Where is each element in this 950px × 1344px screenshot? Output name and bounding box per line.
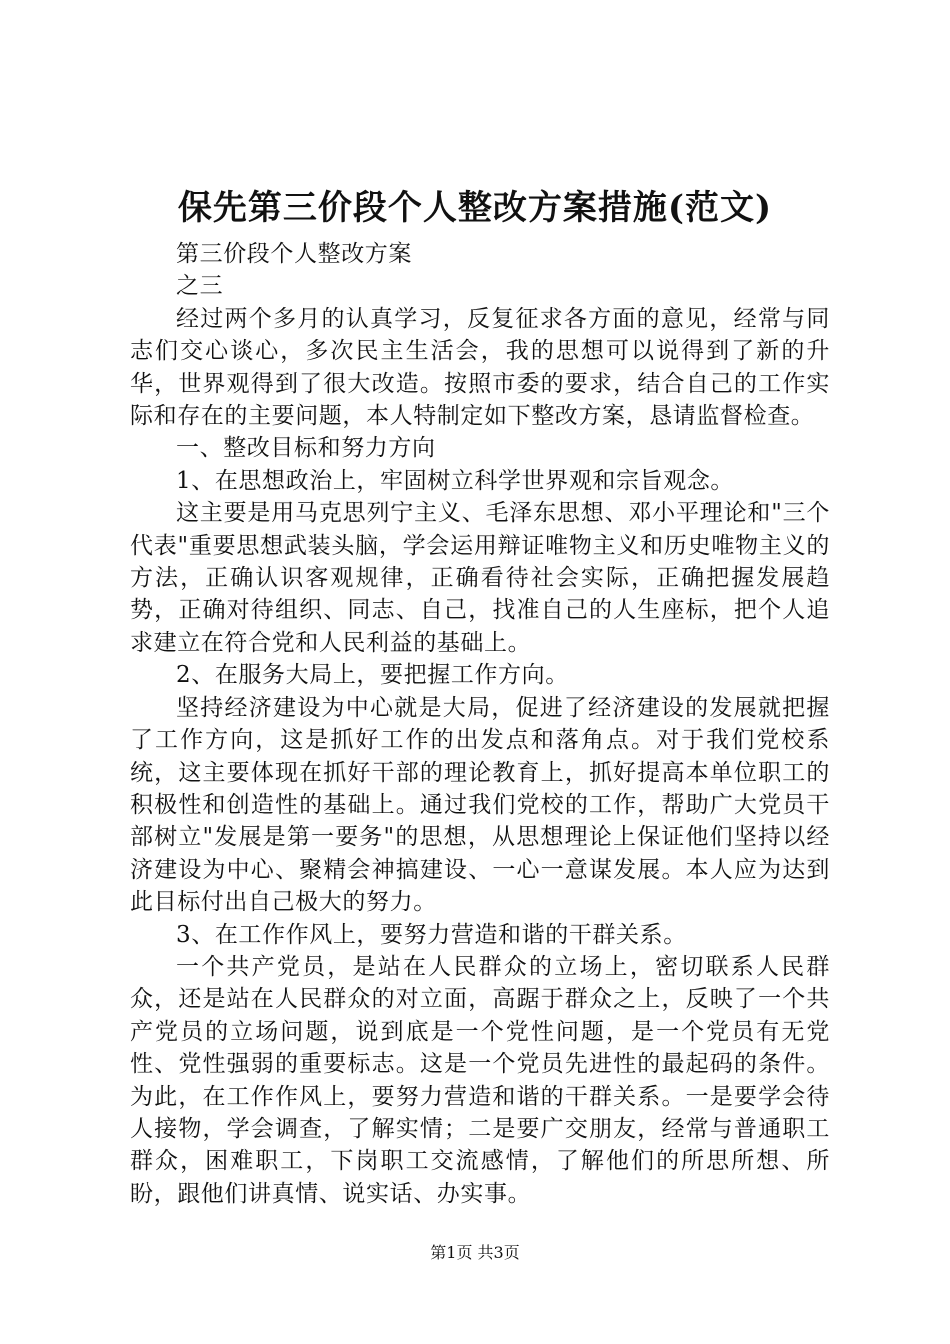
body-paragraph-3: 一个共产党员，是站在人民群众的立场上，密切联系人民群众，还是站在人民群众的对立面，高踞于群众之上，反映了一个共产党员的立场问题，说到底是一个党性问题，是一个党员有无党性、党性强弱的重要标志。这是一个党员先进性的最起码的条件。为此，在工作作风上，要努力营造和谐的干群关系。一是要学会待人接物，学会调查，了解实情；二是要广交朋友，经常与普通职工群众，困难职工，下岗职工交流感情，了解他们的所思所想、所盼，跟他们讲真情、说实话、办实事。 xyxy=(130,953,830,1207)
intro-paragraph: 经过两个多月的认真学习，反复征求各方面的意见，经常与同志们交心谈心，多次民主生活会，我的思想可以说得到了新的升华，世界观得到了很大改造。按照市委的要求，结合自己的工作实际和存在的主要问题，本人特制定如下整改方案，恳请监督检查。 xyxy=(130,305,830,430)
document-title: 保先第三价段个人整改方案措施(范文) xyxy=(177,188,773,228)
heading-item-2: 2、在服务大局上，要把握工作方向。 xyxy=(176,662,569,689)
heading-item-1: 1、在思想政治上，牢固树立科学世界观和宗旨观念。 xyxy=(176,467,735,494)
section-marker-paragraph: 之三 xyxy=(176,273,224,300)
document-body xyxy=(130,238,830,1210)
body-paragraph-1: 这主要是用马克思列宁主义、毛泽东思想、邓小平理论和"三个代表"重要思想武装头脑，学会运用辩证唯物主义和历史唯物主义的方法，正确认识客观规律，正确看待社会实际，正确把握发展趋势，正确对待组织、同志、自己，找准自己的人生座标，把个人追求建立在符合党和人民利益的基础上。 xyxy=(130,500,830,656)
page-number-footer: 第1页 共3页 xyxy=(430,1243,520,1262)
heading-item-3: 3、在工作作风上，要努力营造和谐的干群关系。 xyxy=(176,921,687,948)
body-paragraph-2: 坚持经济建设为中心就是大局，促进了经济建设的发展就把握了工作方向，这是抓好工作的出发点和落角点。对于我们党校系统，这主要体现在抓好干部的理论教育上，抓好提高本单位职工的积极性和创造性的基础上。通过我们党校的工作，帮助广大党员干部树立"发展是第一要务"的思想，从思想理论上保证他们坚持以经济建设为中心、聚精会神搞建设、一心一意谋发展。本人应为达到此目标付出自己极大的努力。 xyxy=(130,694,830,916)
subtitle-paragraph: 第三价段个人整改方案 xyxy=(176,241,412,267)
heading-goals: 一、整改目标和努力方向 xyxy=(176,435,436,462)
